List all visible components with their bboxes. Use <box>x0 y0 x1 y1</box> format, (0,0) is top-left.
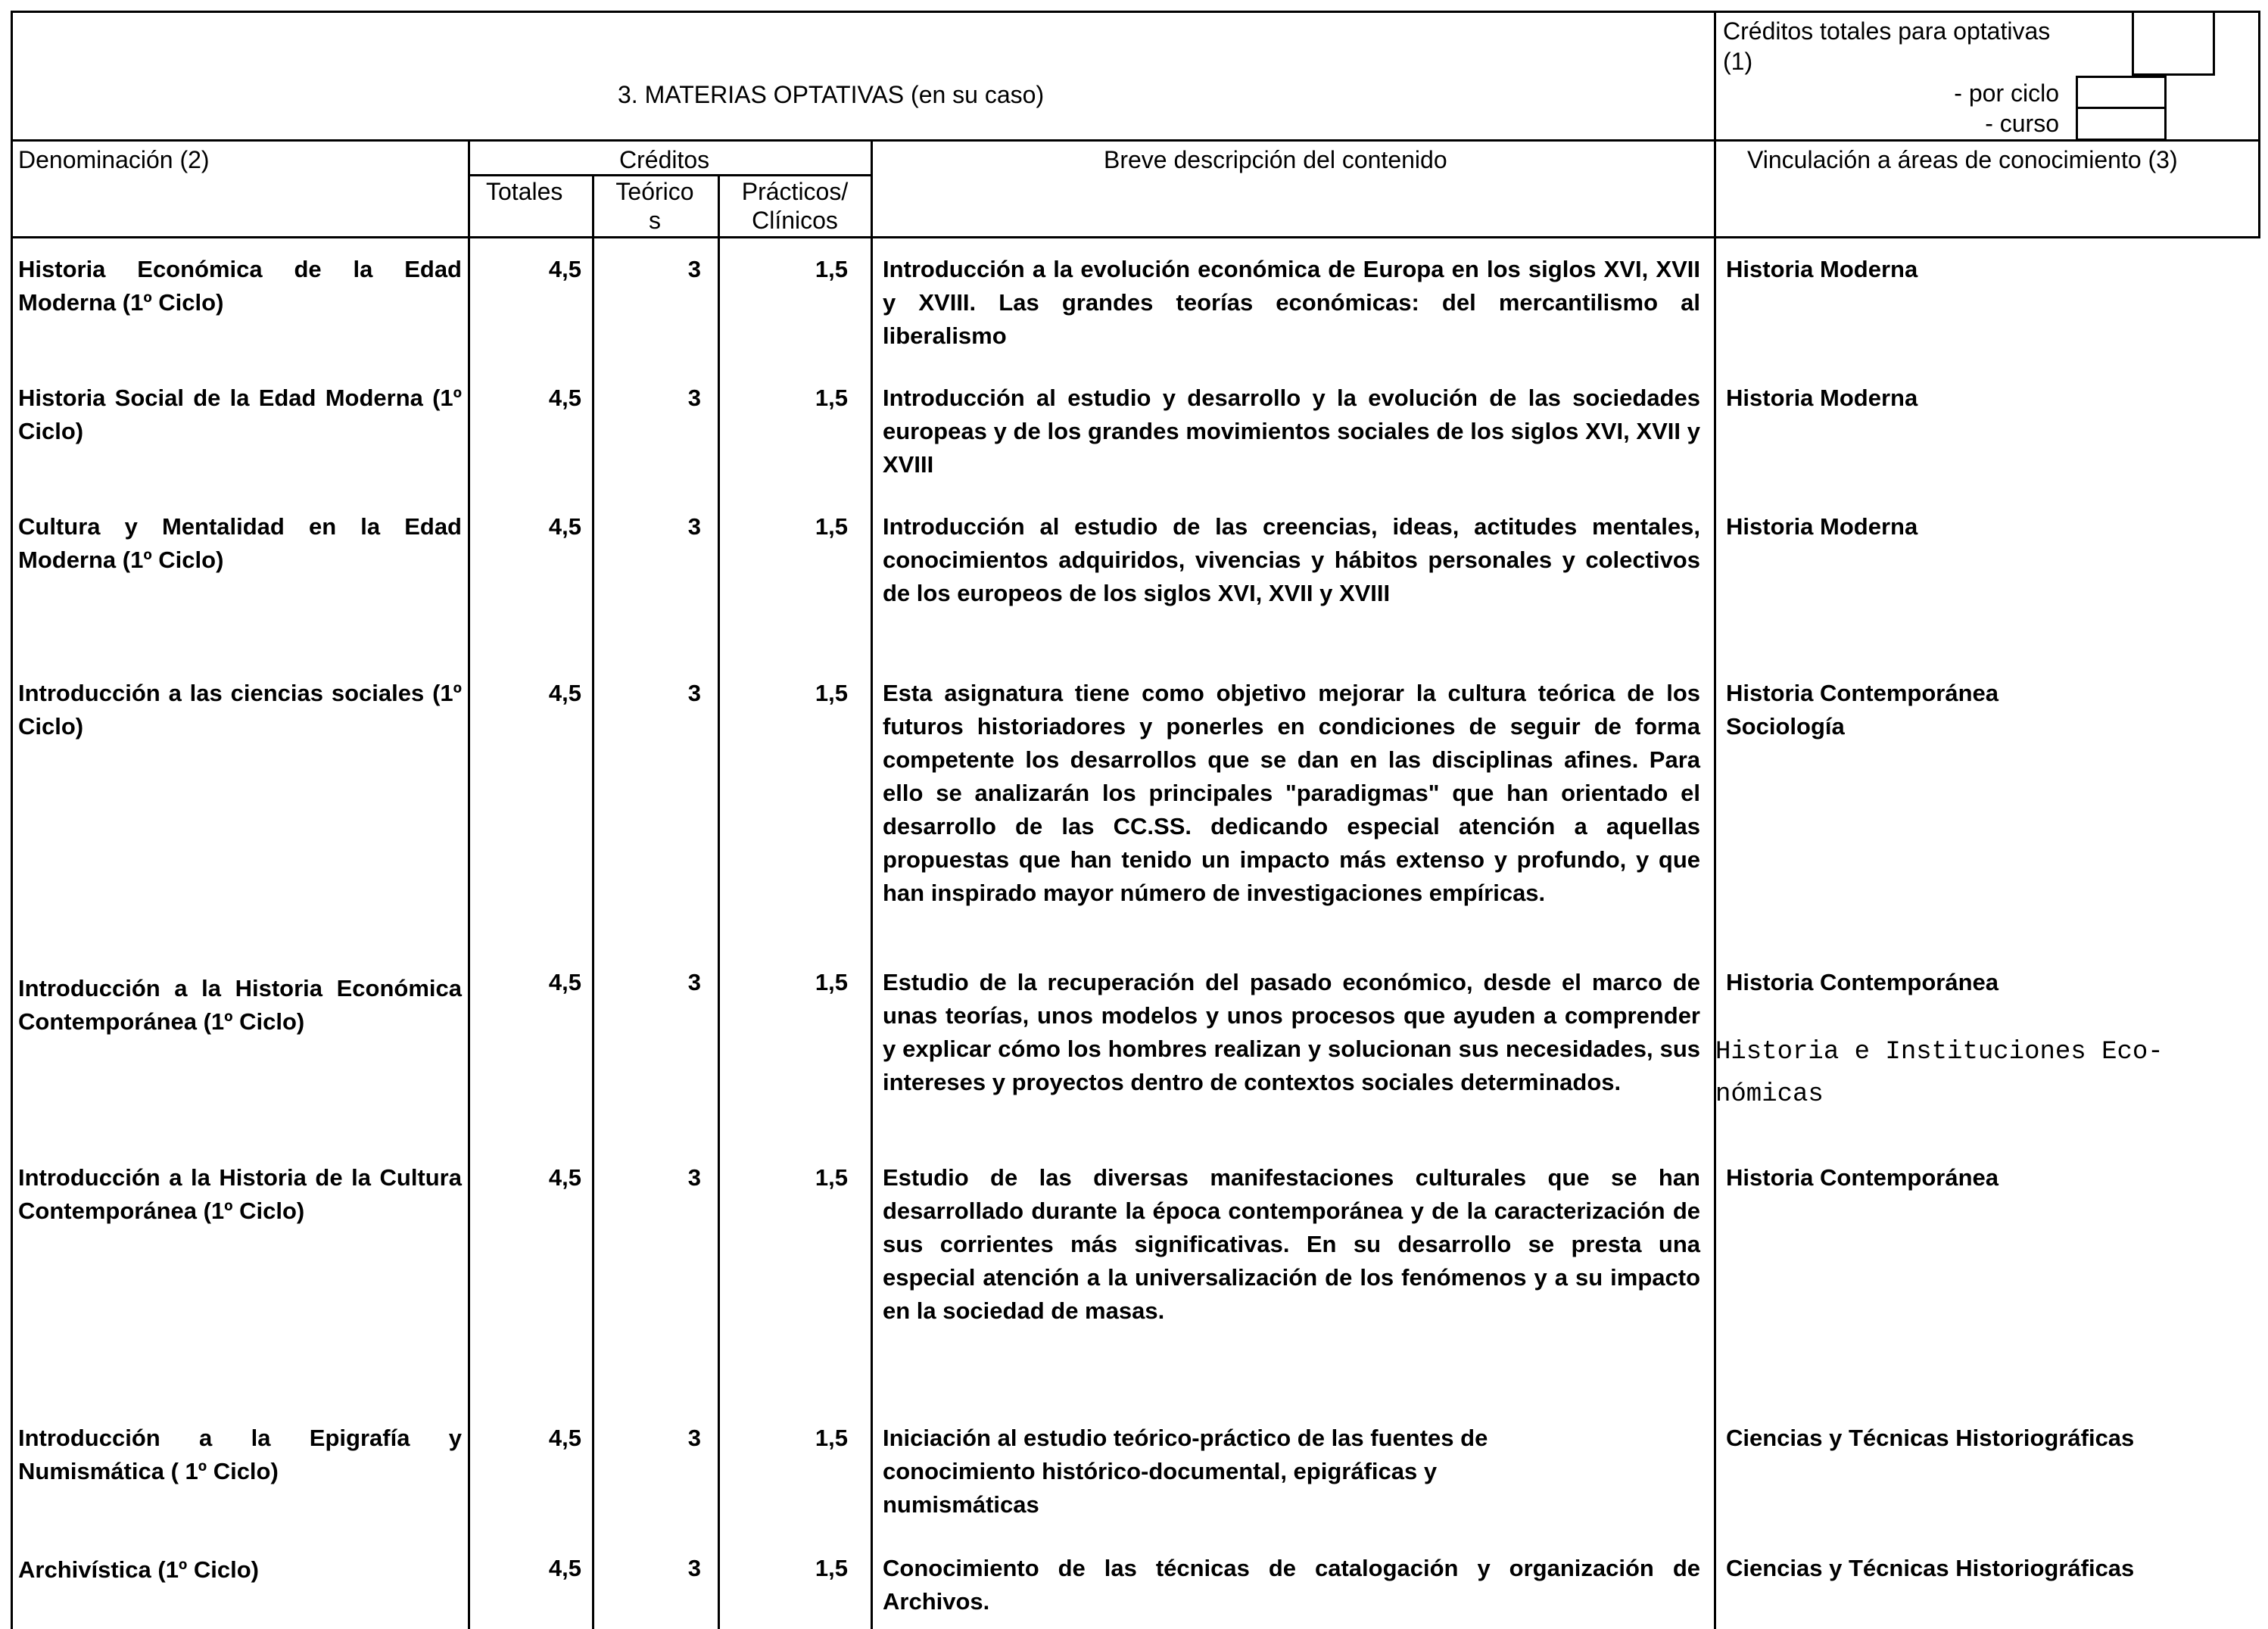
row-practicos: 1,5 <box>815 1164 848 1191</box>
row-description: Introducción al estudio de las creencias, ideas, actitudes mentales, conocimientos adquiridos, vivencias y hábitos personales y colectivos de los europeos de los siglos XVI, XVII y XVIII <box>883 513 1700 606</box>
credits-totals-note: (1) <box>1723 48 1753 75</box>
row-practicos: 1,5 <box>815 513 848 540</box>
row-area: Historia Moderna <box>1726 256 1918 282</box>
grid-col-practicos-right <box>871 139 873 1629</box>
grid-col-totales-right <box>592 174 594 1629</box>
column-header-totales: Totales <box>486 178 563 205</box>
row-teoricos: 3 <box>687 256 701 282</box>
row-teoricos: 3 <box>687 1425 701 1451</box>
row-area: Historia Contemporánea <box>1726 1164 1999 1191</box>
column-header-teoricos-line2: s <box>649 207 661 234</box>
row-practicos: 1,5 <box>815 969 848 995</box>
credits-totals-title: Créditos totales para optativas <box>1723 17 2051 45</box>
row-name: Introducción a las ciencias sociales (1º Ciclo) <box>18 680 462 740</box>
column-header-vinculacion: Vinculación a áreas de conocimiento (3) <box>1747 146 2178 173</box>
column-header-practicos <box>727 177 863 235</box>
row-description: Introducción a la evolución económica de Europa en los siglos XVI, XVII y XVIII. Las grandes teorías económicas: del mercantilismo al liberalismo <box>883 256 1700 349</box>
grid-credits-divider <box>468 174 871 176</box>
grid-col-name-right <box>468 139 470 1629</box>
row-practicos: 1,5 <box>815 1555 848 1581</box>
column-header-teoricos <box>606 177 704 235</box>
grid-left-border-lower <box>11 139 13 1629</box>
row-description: Conocimiento de las técnicas de catalogación y organización de Archivos. <box>883 1555 1700 1615</box>
row-totales: 4,5 <box>548 680 581 706</box>
row-area: Historia Moderna <box>1726 513 1918 540</box>
grid-right-border <box>2258 11 2260 238</box>
column-header-descripcion: Breve descripción del contenido <box>1104 146 1447 173</box>
row-area: Ciencias y Técnicas Historiográficas <box>1726 1425 2135 1451</box>
row-totales: 4,5 <box>548 385 581 411</box>
grid-col-teoricos-right <box>718 174 720 1629</box>
grid-top-border <box>11 11 2260 13</box>
row-name: Cultura y Mentalidad en la Edad Moderna (1º Ciclo) <box>18 513 462 573</box>
row-teoricos: 3 <box>687 969 701 995</box>
per-cycle-value-box[interactable] <box>2076 76 2167 109</box>
row-totales: 4,5 <box>548 513 581 540</box>
row-typed-area: Historia e Instituciones Eco-nómicas <box>1715 1038 2164 1109</box>
row-teoricos: 3 <box>687 385 701 411</box>
column-header-practicos-line2: Clínicos <box>752 207 838 234</box>
row-area: Historia Contemporánea <box>1726 680 1999 706</box>
per-course-value-box[interactable] <box>2076 109 2167 141</box>
grid-header-divider <box>11 139 2260 142</box>
row-name: Introducción a la Epigrafía y Numismática ( 1º Ciclo) <box>18 1425 462 1484</box>
row-name: Historia Económica de la Edad Moderna (1º Ciclo) <box>18 256 462 316</box>
row-name: Introducción a la Historia Económica Contemporánea (1º Ciclo) <box>18 975 462 1035</box>
grid-columnhead-bottom <box>11 236 2260 238</box>
section-title: 3. MATERIAS OPTATIVAS (en su caso) <box>618 81 1045 108</box>
row-description: Iniciación al estudio teórico-práctico de las fuentes de conocimiento histórico-documental, epigráficas y numismáticas <box>883 1425 1488 1518</box>
row-totales: 4,5 <box>548 256 581 282</box>
column-header-practicos-line1: Prácticos/ <box>741 178 849 205</box>
credits-totals-value-box[interactable] <box>2132 11 2215 76</box>
row-description: Estudio de las diversas manifestaciones culturales que se han desarrollado durante la época contemporánea y de la caracterización de sus corrientes más significativas. En su desarrollo se presta una especial atención a la universalización de los fenómenos y a su impacto en la sociedad de masas. <box>883 1164 1700 1324</box>
grid-left-border <box>11 11 13 140</box>
row-name: Historia Social de la Edad Moderna (1º Ciclo) <box>18 385 462 444</box>
row-teoricos: 3 <box>687 1164 701 1191</box>
row-name: Introducción a la Historia de la Cultura Contemporánea (1º Ciclo) <box>18 1164 462 1224</box>
row-totales: 4,5 <box>548 1164 581 1191</box>
row-description: Introducción al estudio y desarrollo y la evolución de las sociedades europeas y de los grandes movimientos sociales de los siglos XVI, XVII y XVIII <box>883 385 1700 478</box>
row-description: Estudio de la recuperación del pasado económico, desde el marco de unas teorías, unos modelos y unos procesos que ayuden a comprender y explicar cómo los hombres realizan y solucionan sus necesidades, sus intereses y proyectos dentro de contextos sociales determinados. <box>883 969 1700 1095</box>
grid-col-desc-right <box>1714 11 1716 1629</box>
row-teoricos: 3 <box>687 680 701 706</box>
row-totales: 4,5 <box>548 1425 581 1451</box>
row-practicos: 1,5 <box>815 385 848 411</box>
column-header-teoricos-line1: Teórico <box>615 178 694 205</box>
row-description: Esta asignatura tiene como objetivo mejorar la cultura teórica de los futuros historiadores y ponerles en condiciones de seguir de forma competente los desarrollos que se dan en las disciplinas afines. Para ello se analizarán los principales "paradigmas" que han orientado el desarrollo de las CC.SS. dedicando especial atención a aquellas propuestas que han tenido un impacto más extenso y profundo, y que han inspirado mayor número de investigaciones empíricas. <box>883 680 1700 906</box>
row-practicos: 1,5 <box>815 680 848 706</box>
row-area: Ciencias y Técnicas Historiográficas <box>1726 1555 2135 1581</box>
row-teoricos: 3 <box>687 513 701 540</box>
row-area: Sociología <box>1726 713 1845 740</box>
row-area: Historia Moderna <box>1726 385 1918 411</box>
column-header-creditos: Créditos <box>619 146 710 173</box>
row-area: Historia Contemporánea <box>1726 969 1999 995</box>
row-practicos: 1,5 <box>815 256 848 282</box>
row-totales: 4,5 <box>548 969 581 995</box>
row-practicos: 1,5 <box>815 1425 848 1451</box>
per-cycle-label: - por ciclo <box>1954 79 2059 107</box>
column-header-denominacion: Denominación (2) <box>18 146 210 173</box>
per-course-label: - curso <box>1985 110 2059 137</box>
row-name: Archivística (1º Ciclo) <box>18 1556 259 1583</box>
row-teoricos: 3 <box>687 1555 701 1581</box>
row-totales: 4,5 <box>548 1555 581 1581</box>
